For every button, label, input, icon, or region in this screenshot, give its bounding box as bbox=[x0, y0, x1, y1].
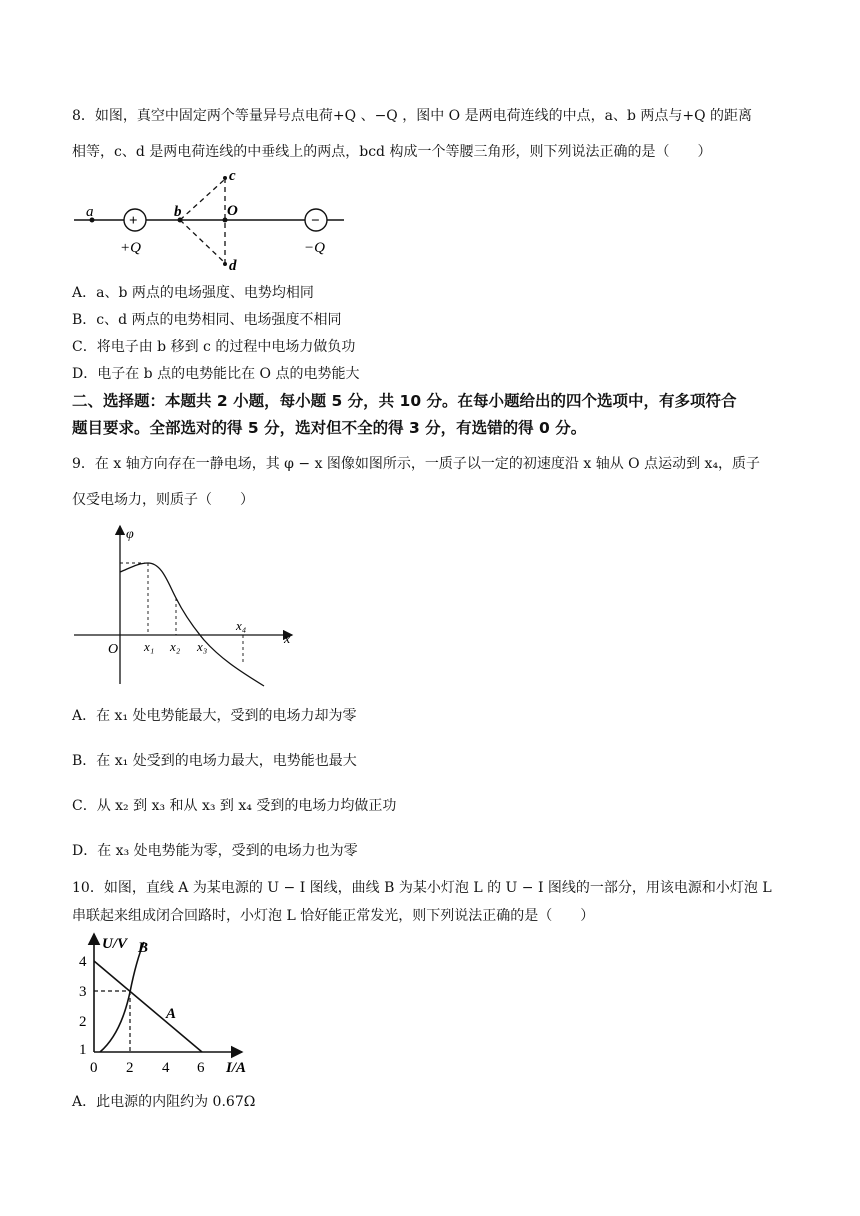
x-tick-0: 0 bbox=[90, 1060, 98, 1076]
q8-option-d: D．电子在 b 点的电势能比在 O 点的电势能大 bbox=[72, 366, 360, 382]
q9-option-b: B．在 x₁ 处受到的电场力最大，电势能也最大 bbox=[72, 753, 357, 769]
q9-stem-line2: 仅受电场力，则质子（ ） bbox=[72, 492, 254, 508]
x-tick-2: 2 bbox=[126, 1060, 134, 1076]
curve-b-label: B bbox=[138, 940, 149, 956]
q10-stem-line1: 10．如图，直线 A 为某电源的 U − I 图线，曲线 B 为某小灯泡 L 的 U − I 图线的一部分，用该电源和小灯泡 L bbox=[72, 880, 772, 896]
plus-sign: + bbox=[129, 213, 138, 229]
q9-stem-line1: 9．在 x 轴方向存在一静电场，其 φ − x 图像如图所示，一质子以一定的初速度沿 x 轴从 O 点运动到 x₄，质子 bbox=[72, 456, 761, 472]
x-tick-4: 4 bbox=[162, 1060, 170, 1076]
q8-option-b: B．c、d 两点的电势相同、电场强度不相同 bbox=[72, 312, 342, 328]
point-b-label: b bbox=[174, 204, 182, 220]
y-tick-3: 3 bbox=[79, 984, 87, 1000]
origin-label: O bbox=[108, 642, 119, 657]
x4-label: x₄ bbox=[236, 618, 247, 633]
q8-option-a: A．a、b 两点的电场强度、电势均相同 bbox=[72, 285, 314, 301]
point-d-label: d bbox=[229, 258, 237, 274]
x3-label: x₃ bbox=[197, 639, 208, 654]
q9-phi-x-graph bbox=[70, 518, 302, 690]
line-a-source bbox=[94, 961, 202, 1052]
q10-stem-line2: 串联起来组成闭合回路时，小灯泡 L 恰好能正常发光，则下列说法正确的是（ ） bbox=[72, 908, 595, 924]
x2-label: x₂ bbox=[170, 639, 181, 654]
y-tick-1: 1 bbox=[79, 1042, 87, 1058]
y-tick-4: 4 bbox=[79, 954, 87, 970]
q9-option-d: D．在 x₃ 处电势能为零，受到的电场力也为零 bbox=[72, 843, 358, 859]
plus-q-label: +Q bbox=[120, 240, 141, 256]
q9-option-a: A．在 x₁ 处电势能最大，受到的电场力却为零 bbox=[72, 708, 357, 724]
q10-option-a: A．此电源的内阻约为 0.67Ω bbox=[72, 1094, 256, 1110]
u-axis-label: U/V bbox=[102, 936, 128, 952]
point-o-label: O bbox=[227, 203, 238, 219]
section-2-heading-line2: 题目要求。全部选对的得 5 分，选对但不全的得 3 分，有选错的得 0 分。 bbox=[72, 419, 587, 437]
section-2-heading-line1: 二、选择题：本题共 2 小题，每小题 5 分，共 10 分。在每小题给出的四个选项中，有多项符合 bbox=[72, 392, 737, 410]
q8-stem-line1: 8．如图，真空中固定两个等量异号点电荷+Q 、−Q ，图中 O 是两电荷连线的中点，a、b 两点与+Q 的距离 bbox=[72, 108, 753, 124]
phi-axis-label: φ bbox=[126, 527, 134, 542]
line-a-label: A bbox=[166, 1006, 177, 1022]
x-axis-label: x bbox=[284, 632, 291, 647]
y-tick-2: 2 bbox=[79, 1014, 87, 1030]
minus-sign: − bbox=[311, 213, 320, 229]
q9-option-c: C．从 x₂ 到 x₃ 和从 x₃ 到 x₄ 受到的电场力均做正功 bbox=[72, 798, 397, 814]
x1-label: x₁ bbox=[144, 639, 155, 654]
i-axis-label: I/A bbox=[226, 1060, 247, 1076]
minus-q-label: −Q bbox=[304, 240, 325, 256]
q8-charge-figure bbox=[70, 166, 350, 276]
point-c-label: c bbox=[229, 168, 236, 184]
q8-option-c: C．将电子由 b 移到 c 的过程中电场力做负功 bbox=[72, 339, 356, 355]
q8-stem-line2: 相等，c、d 是两电荷连线的中垂线上的两点，bcd 构成一个等腰三角形，则下列说法正确的是（ ） bbox=[72, 144, 712, 160]
x-tick-6: 6 bbox=[197, 1060, 205, 1076]
point-a-label: a bbox=[86, 204, 94, 220]
q10-u-i-graph bbox=[70, 930, 260, 1080]
